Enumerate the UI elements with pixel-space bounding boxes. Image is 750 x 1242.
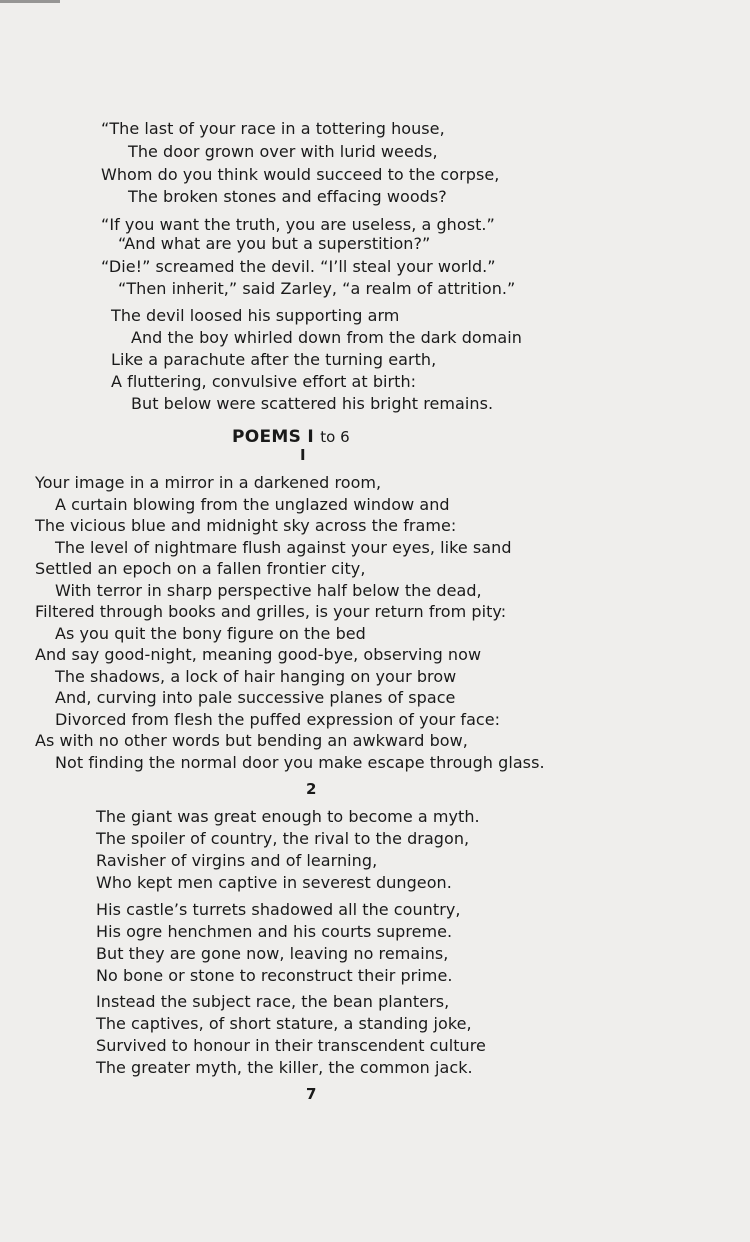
poem-line: “And what are you but a superstition?” xyxy=(118,234,431,253)
poem-line: No bone or stone to reconstruct their prime. xyxy=(96,966,453,985)
poem-line: The door grown over with lurid weeds, xyxy=(128,142,438,161)
poem-line: Filtered through books and grilles, is your return from pity: xyxy=(35,602,507,621)
section-title-suffix: to 6 xyxy=(320,428,350,446)
poem-line: And the boy whirled down from the dark domain xyxy=(131,328,522,347)
poem-line: The vicious blue and midnight sky across the frame: xyxy=(35,516,457,535)
poem-line: But below were scattered his bright remains. xyxy=(131,394,494,413)
poem-line: Whom do you think would succeed to the corpse, xyxy=(101,165,500,184)
poem-line: Instead the subject race, the bean planters, xyxy=(96,992,450,1011)
poem-line: His ogre henchmen and his courts supreme. xyxy=(96,922,453,941)
poem-line: His castle’s turrets shadowed all the country, xyxy=(96,900,461,919)
poem-line: Like a parachute after the turning earth, xyxy=(111,350,437,369)
poem-line: Not finding the normal door you make escape through glass. xyxy=(55,753,545,772)
poem-line: And say good-night, meaning good-bye, observing now xyxy=(35,645,482,664)
poem-line: A curtain blowing from the unglazed window and xyxy=(55,495,450,514)
page-edge-mark xyxy=(0,0,60,3)
poem-line: The spoiler of country, the rival to the dragon, xyxy=(96,829,470,848)
poem-line: The shadows, a lock of hair hanging on your brow xyxy=(55,667,457,686)
poem-line: And, curving into pale successive planes of space xyxy=(55,688,456,707)
poem-line: “Die!” screamed the devil. “I’ll steal your world.” xyxy=(101,257,496,276)
poem-line: The level of nightmare flush against your eyes, like sand xyxy=(55,538,512,557)
poem-line: The captives, of short stature, a standing joke, xyxy=(96,1014,472,1033)
poem-line: The broken stones and effacing woods? xyxy=(128,187,447,206)
page-number: 7 xyxy=(306,1085,317,1103)
poem-line: The devil loosed his supporting arm xyxy=(111,306,400,325)
section-title: POEMS I xyxy=(232,427,315,447)
poem-line: As with no other words but bending an awkward bow, xyxy=(35,731,468,750)
poem-number: 2 xyxy=(306,780,317,798)
poem-line: “The last of your race in a tottering house, xyxy=(101,119,445,138)
poem-line: With terror in sharp perspective half below the dead, xyxy=(55,581,482,600)
poem-line: Who kept men captive in severest dungeon. xyxy=(96,873,452,892)
poem-number: I xyxy=(300,446,306,464)
poem-line: “Then inherit,” said Zarley, “a realm of attrition.” xyxy=(118,279,516,298)
poem-line: Ravisher of virgins and of learning, xyxy=(96,851,378,870)
poem-line: But they are gone now, leaving no remains, xyxy=(96,944,449,963)
poem-line: Your image in a mirror in a darkened room, xyxy=(35,473,382,492)
poem-line: The greater myth, the killer, the common jack. xyxy=(96,1058,473,1077)
poem-line: The giant was great enough to become a myth. xyxy=(96,807,480,826)
poem-line: Survived to honour in their transcendent culture xyxy=(96,1036,486,1055)
poem-line: “If you want the truth, you are useless, a ghost.” xyxy=(101,215,495,234)
poem-line: A fluttering, convulsive effort at birth: xyxy=(111,372,417,391)
poem-line: As you quit the bony figure on the bed xyxy=(55,624,366,643)
poem-line: Divorced from flesh the puffed expression of your face: xyxy=(55,710,501,729)
poem-line: Settled an epoch on a fallen frontier city, xyxy=(35,559,366,578)
section-heading xyxy=(232,426,350,448)
